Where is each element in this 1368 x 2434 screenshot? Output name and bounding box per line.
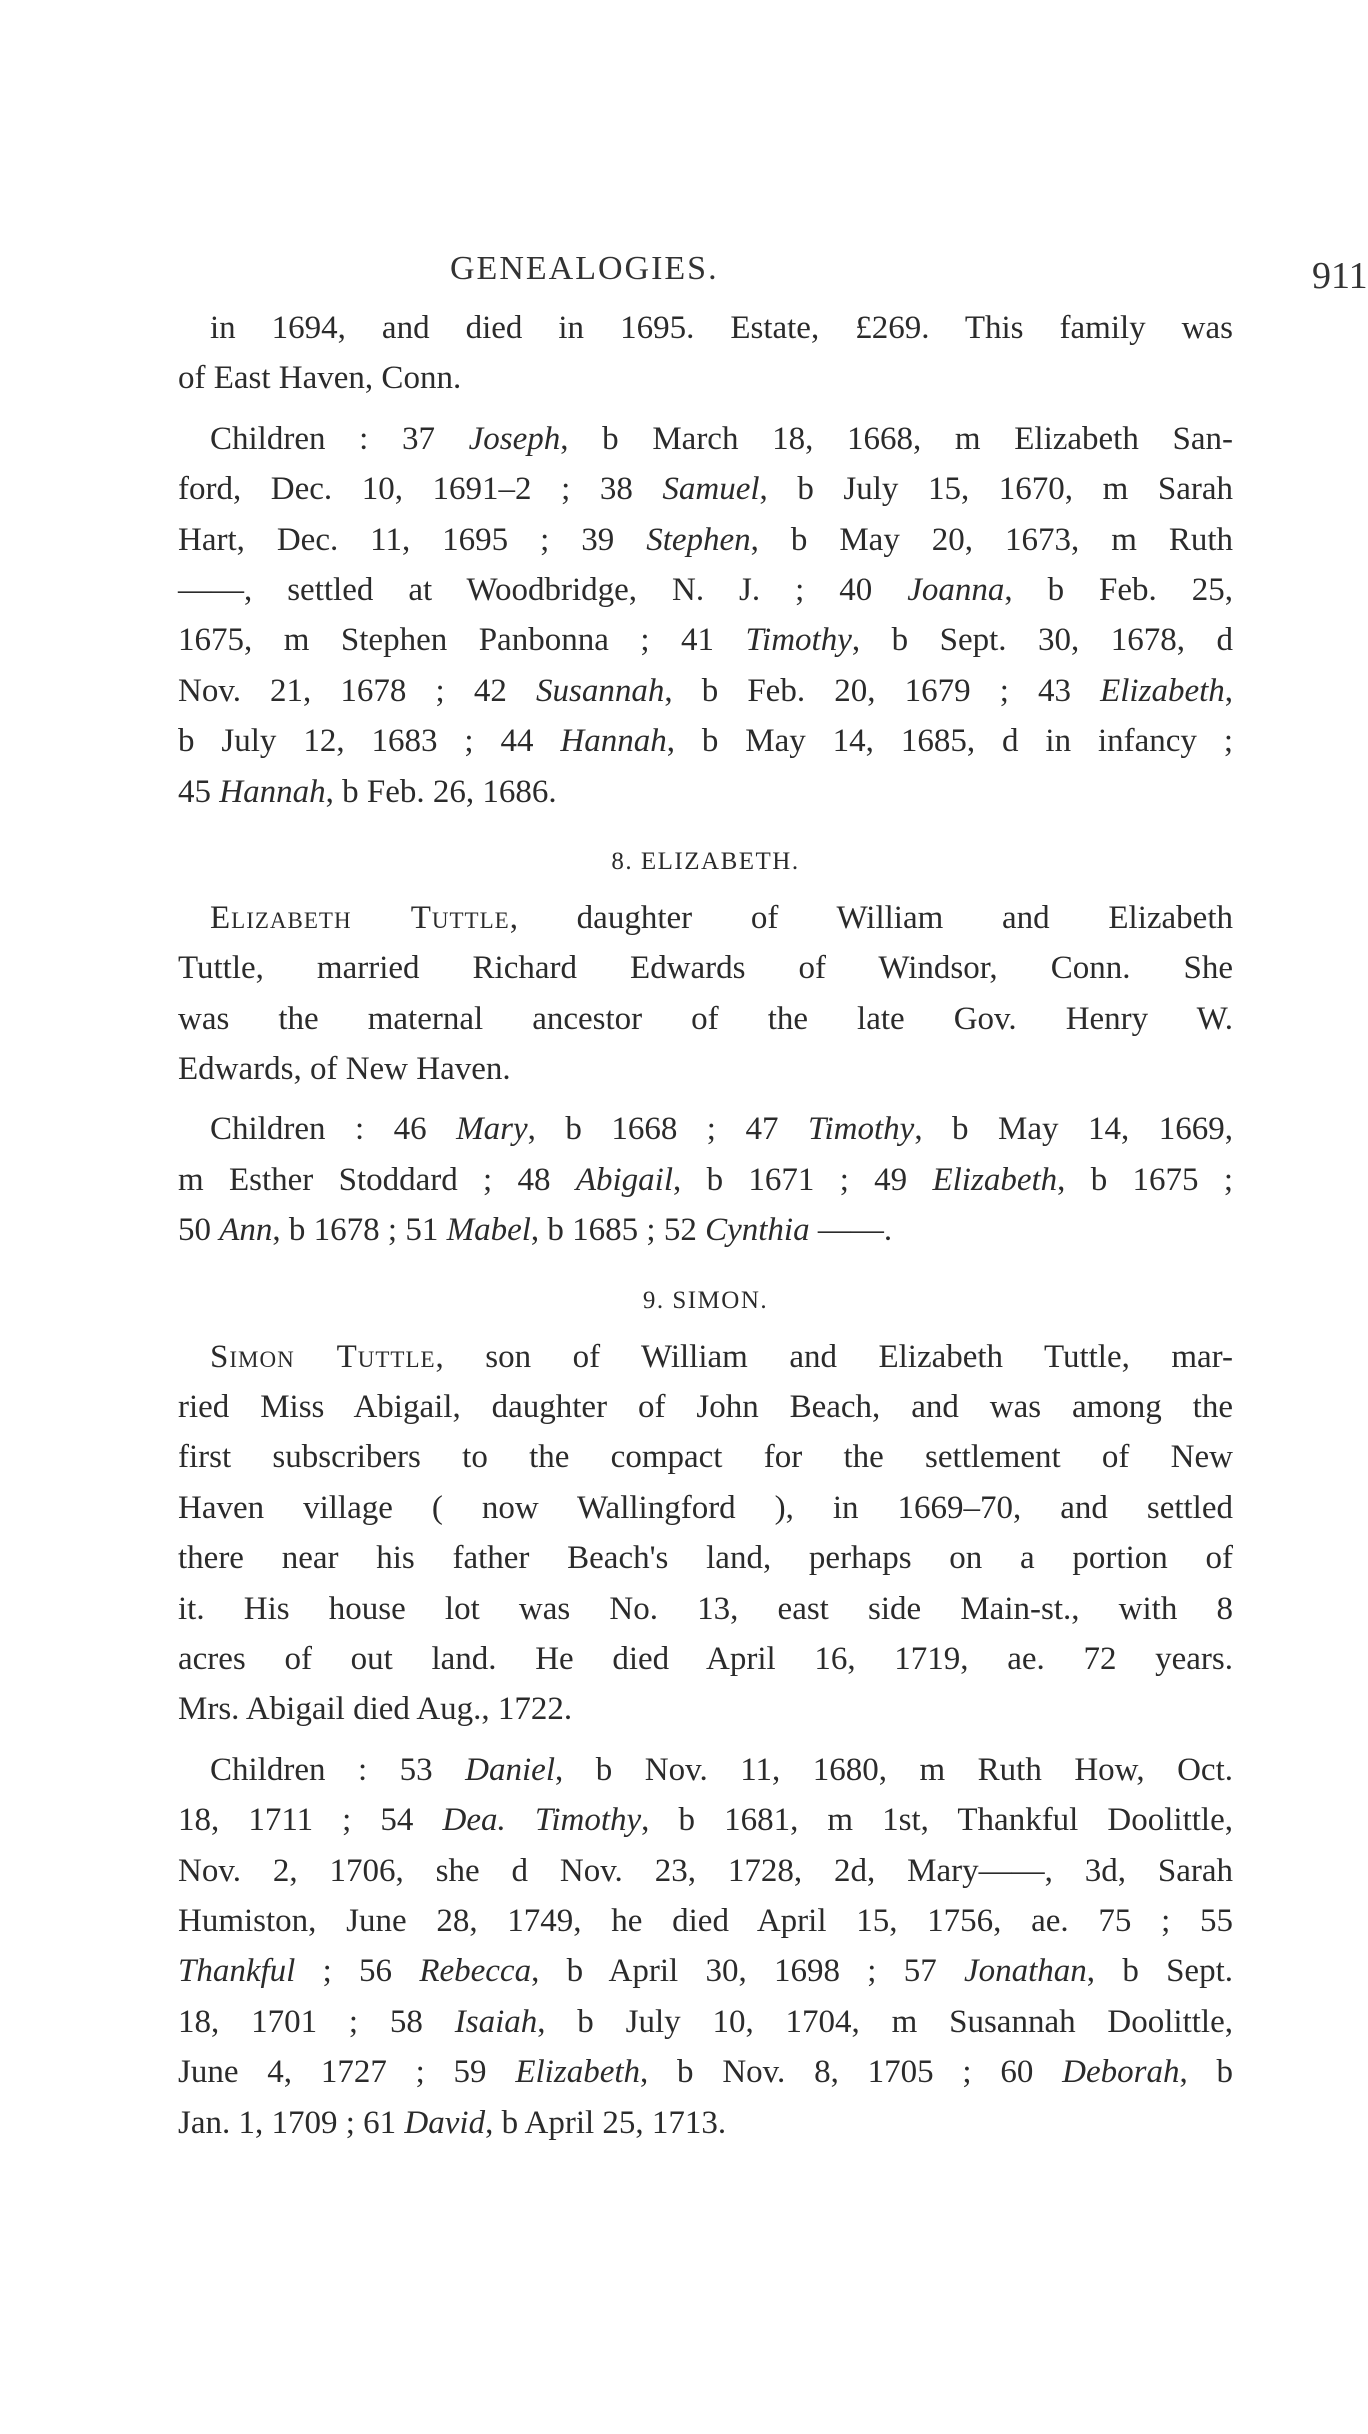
italic-name: Elizabeth — [1100, 672, 1225, 709]
italic-name: Timothy — [745, 622, 852, 659]
text-line — [178, 353, 1233, 403]
text-run: 18, 1701 ; 58 — [178, 2003, 455, 2040]
text-line — [178, 414, 1233, 464]
text-line — [178, 1332, 1233, 1382]
text-line — [178, 893, 1233, 943]
running-title: GENEALOGIES. — [450, 250, 719, 287]
text-run: ——, settled at Woodbridge, N. J. ; 40 — [178, 571, 908, 608]
text-run: Humiston, June 28, 1749, he died April 15, 1756, ae. 75 ; 55 — [178, 1902, 1233, 1939]
text-run: it. His house lot was No. 13, east side Main-st., with 8 — [178, 1590, 1233, 1627]
text-run: , b May 14, 1669, — [914, 1111, 1233, 1148]
small-caps-name: Simon Tuttle — [210, 1338, 436, 1375]
text-run: , b Nov. 8, 1705 ; 60 — [640, 2054, 1063, 2091]
text-line — [178, 1155, 1233, 1205]
text-run: , b 1681, m 1st, Thankful Doolittle, — [641, 1802, 1233, 1839]
text-run: , b Nov. 11, 1680, m Ruth How, Oct. — [555, 1751, 1234, 1788]
text-run: Hart, Dec. 11, 1695 ; 39 — [178, 521, 647, 558]
text-line — [178, 1104, 1233, 1154]
text-line — [178, 303, 1233, 353]
text-run: Children : 46 — [210, 1111, 457, 1148]
text-run: 45 — [178, 773, 220, 810]
italic-name: Deborah — [1062, 2054, 1180, 2091]
text-run: Children : 37 — [210, 420, 469, 457]
text-run: , — [1224, 672, 1234, 709]
paragraph — [178, 893, 1233, 1095]
italic-name: Mabel — [446, 1212, 531, 1249]
italic-name: Susannah — [535, 672, 665, 709]
italic-name: Elizabeth — [932, 1161, 1058, 1198]
text-line — [178, 1044, 1233, 1094]
text-run: first subscribers to the compact for the settlement of New — [178, 1439, 1233, 1476]
text-line — [178, 1684, 1233, 1734]
text-line — [178, 1432, 1233, 1482]
text-line — [178, 716, 1233, 766]
text-run: Edwards, of New Haven. — [178, 1051, 511, 1088]
text-run: , b April 25, 1713. — [485, 2104, 727, 2141]
italic-name: Timothy — [807, 1111, 915, 1148]
text-run: ——. — [809, 1212, 893, 1249]
text-run: was the maternal ancestor of the late Gov. Henry W. — [178, 1000, 1233, 1037]
text-line — [178, 1946, 1233, 1996]
text-line — [178, 666, 1233, 716]
italic-name: Joanna — [907, 571, 1005, 608]
text-line — [178, 767, 1233, 817]
text-run: ford, Dec. 10, 1691–2 ; 38 — [178, 471, 663, 508]
text-line — [178, 1533, 1233, 1583]
italic-name: Stephen — [646, 521, 751, 558]
text-run: Nov. 21, 1678 ; 42 — [178, 672, 536, 709]
italic-name: Hannah — [560, 723, 667, 760]
italic-name: David — [404, 2104, 486, 2141]
section-heading: 9. SIMON. — [642, 1286, 769, 1314]
text-run: Nov. 2, 1706, she d Nov. 23, 1728, 2d, Mary——, 3d, Sarah — [178, 1852, 1233, 1889]
text-run: ried Miss Abigail, daughter of John Beach, and was among the — [178, 1389, 1233, 1426]
text-run: b July 12, 1683 ; 44 — [178, 723, 561, 760]
text-run: , daughter of William and Elizabeth — [509, 899, 1233, 936]
italic-name: Mary — [456, 1111, 528, 1148]
section-heading: 8. ELIZABETH. — [611, 847, 800, 875]
text-line — [178, 1584, 1233, 1634]
text-run: , b — [1179, 2054, 1234, 2091]
italic-name: Joseph — [468, 420, 561, 457]
paragraph — [178, 1104, 1233, 1255]
text-run: , b April 30, 1698 ; 57 — [531, 1953, 964, 1990]
italic-name: Cynthia — [705, 1212, 810, 1249]
text-run: , b Sept. 30, 1678, d — [851, 622, 1233, 659]
text-line — [178, 1896, 1233, 1946]
italic-name: Abigail — [575, 1161, 674, 1198]
text-line — [178, 515, 1233, 565]
text-run: , b 1675 ; — [1057, 1161, 1233, 1198]
text-line — [178, 1205, 1233, 1255]
text-run: of East Haven, Conn. — [178, 360, 462, 397]
text-run: , b May 20, 1673, m Ruth — [750, 521, 1233, 558]
text-line — [178, 1382, 1233, 1432]
text-run: , b 1668 ; 47 — [527, 1111, 808, 1148]
text-run: , son of William and Elizabeth Tuttle, mar- — [435, 1338, 1233, 1375]
italic-name: Daniel — [465, 1751, 555, 1788]
text-line — [178, 1997, 1233, 2047]
text-run: ; 56 — [295, 1953, 420, 1990]
text-run: , b Feb. 26, 1686. — [325, 773, 557, 810]
text-line — [178, 2047, 1233, 2097]
text-line — [178, 615, 1233, 665]
paragraph — [178, 1332, 1233, 1735]
text-run: , b Sept. — [1086, 1953, 1234, 1990]
text-run: 1675, m Stephen Panbonna ; 41 — [178, 622, 746, 659]
text-line — [178, 565, 1233, 615]
page-number: 911 — [1312, 255, 1368, 297]
text-run: Haven village ( now Wallingford ), in 1669–70, and settled — [178, 1489, 1233, 1526]
text-run: Jan. 1, 1709 ; 61 — [178, 2104, 405, 2141]
text-line — [178, 2098, 1233, 2148]
italic-name: Dea. Timothy — [442, 1802, 642, 1839]
italic-name: Elizabeth — [515, 2054, 641, 2091]
text-line — [178, 464, 1233, 514]
paragraph — [178, 414, 1233, 817]
text-run: , b May 14, 1685, d in infancy ; — [666, 723, 1233, 760]
paragraph — [178, 303, 1233, 404]
text-run: , b 1685 ; 52 — [530, 1212, 706, 1249]
italic-name: Ann — [219, 1212, 273, 1249]
text-run: 50 — [178, 1212, 220, 1249]
text-run: June 4, 1727 ; 59 — [178, 2054, 516, 2091]
italic-name: Hannah — [219, 773, 326, 810]
text-line — [178, 1795, 1233, 1845]
text-run: , b 1671 ; 49 — [673, 1161, 933, 1198]
text-run: , b Feb. 25, — [1004, 571, 1234, 608]
italic-name: Jonathan — [963, 1953, 1087, 1990]
text-run: , b 1678 ; 51 — [272, 1212, 447, 1249]
italic-name: Rebecca — [419, 1953, 532, 1990]
italic-name: Thankful — [178, 1953, 296, 1990]
italic-name: Isaiah — [454, 2003, 538, 2040]
paragraph — [178, 1745, 1233, 2148]
text-run: Children : 53 — [210, 1751, 466, 1788]
text-line — [178, 1634, 1233, 1684]
text-line — [178, 943, 1233, 993]
text-line — [178, 1483, 1233, 1533]
text-run: acres of out land. He died April 16, 1719, ae. 72 years. — [178, 1640, 1233, 1677]
text-run: Mrs. Abigail died Aug., 1722. — [178, 1691, 573, 1728]
text-line — [178, 994, 1233, 1044]
text-body — [178, 303, 1233, 2158]
text-run: 18, 1711 ; 54 — [178, 1802, 443, 1839]
text-run: Tuttle, married Richard Edwards of Windsor, Conn. She — [178, 950, 1233, 987]
text-line — [178, 1846, 1233, 1896]
text-run: , b Feb. 20, 1679 ; 43 — [664, 672, 1101, 709]
small-caps-name: Elizabeth Tuttle — [210, 899, 510, 936]
text-run: in 1694, and died in 1695. Estate, £269. This family was — [210, 310, 1233, 346]
italic-name: Samuel — [662, 471, 760, 508]
text-run: , b March 18, 1668, m Elizabeth San- — [560, 420, 1233, 457]
text-run: m Esther Stoddard ; 48 — [178, 1161, 576, 1198]
text-run: , b July 10, 1704, m Susannah Doolittle, — [537, 2003, 1234, 2040]
text-line — [178, 1745, 1233, 1795]
text-run: , b July 15, 1670, m Sarah — [759, 471, 1233, 508]
text-run: there near his father Beach's land, perhaps on a portion of — [178, 1540, 1233, 1577]
